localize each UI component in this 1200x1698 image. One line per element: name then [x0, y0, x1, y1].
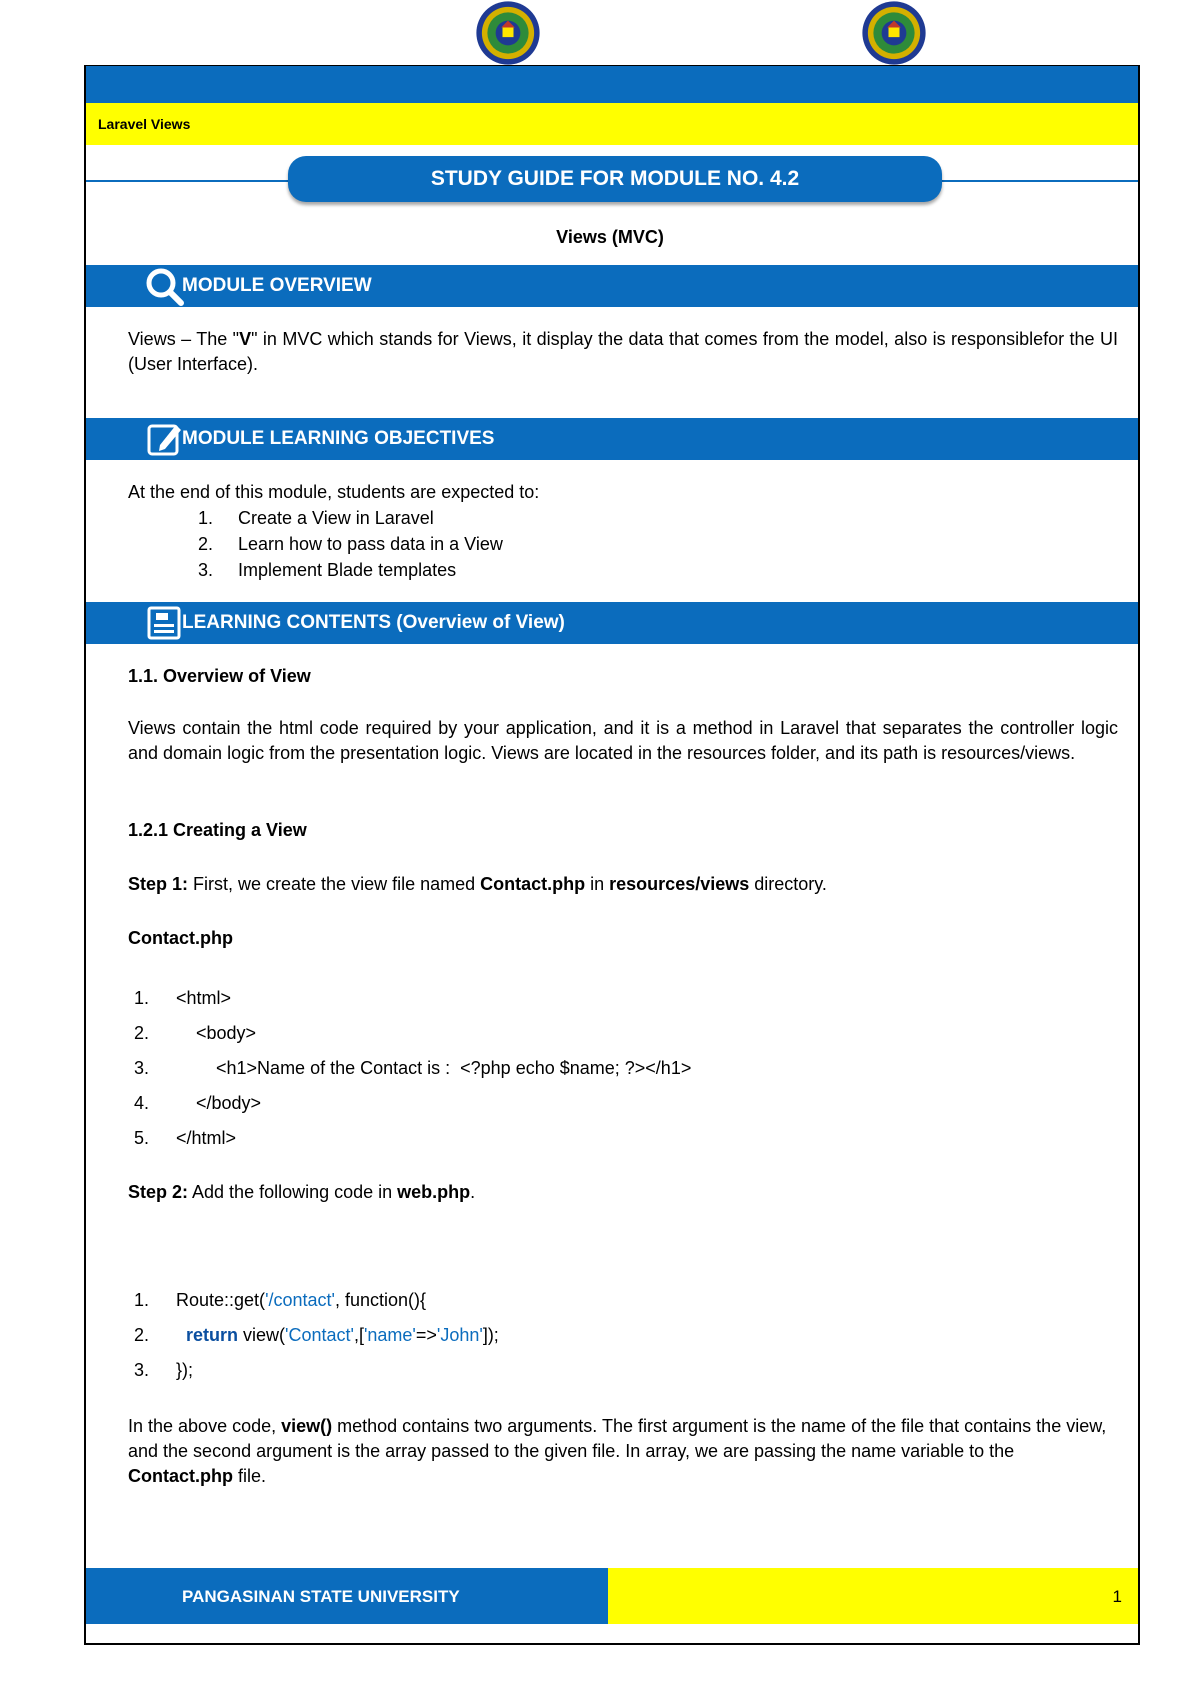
module-overview-header — [86, 265, 1138, 307]
code-line-number: 1. — [134, 1290, 150, 1310]
course-title: Laravel Views — [98, 116, 191, 132]
list-item-text: Learn how to pass data in a View — [238, 534, 503, 554]
overview-text-part: Views – The " — [128, 329, 240, 349]
paragraph-text-bold: Contact.php — [128, 1466, 233, 1486]
learning-objectives-header — [86, 418, 1138, 460]
step-2-text — [128, 1180, 1118, 1205]
code-keyword: return — [186, 1325, 239, 1345]
code-line-number: 2. — [134, 1325, 150, 1345]
objectives-list — [128, 505, 503, 583]
magnifier-icon — [146, 268, 182, 304]
step-text: in — [585, 874, 610, 894]
code-line — [128, 1055, 691, 1081]
list-item-number: 1. — [198, 508, 214, 528]
code-line-number: 3. — [134, 1360, 150, 1380]
overview-paragraph: Views contain the html code required by your application, and it is a method in Laravel that separates the controller logic and domain logic from the presentation logic. Views are located in the resources folder, and its path is resources/views. — [128, 718, 1118, 763]
list-item-number: 2. — [198, 534, 214, 554]
code-line-number: 3. — [134, 1058, 150, 1078]
explanation-paragraph — [128, 1414, 1118, 1489]
step-label: Step 2: — [128, 1182, 189, 1202]
code-line — [128, 1322, 499, 1348]
step-text: directory. — [749, 874, 827, 894]
title-rule-right — [940, 180, 1138, 182]
paragraph-text: file. — [233, 1466, 267, 1486]
section-heading-1-1: 1.1. Overview of View — [128, 666, 311, 686]
objectives-intro: At the end of this module, students are expected to: — [128, 482, 540, 502]
step-text: First, we create the view file named — [188, 874, 481, 894]
footer-university-bar — [86, 1568, 608, 1624]
step-text: . — [470, 1182, 476, 1202]
code-line-text: </html> — [176, 1128, 237, 1148]
university-seal-left — [460, 0, 556, 66]
code-line-text: <h1>Name of the Contact is : <?php echo $name; ?></h1> — [176, 1058, 692, 1078]
code-text: ]); — [482, 1325, 499, 1345]
code-text: , function(){ — [334, 1290, 427, 1310]
paragraph-text: method contains two arguments. The first argument is the name of the file that contains the view, and the second argument is the array passed to the given file. In array, we are passing the name variable to the — [128, 1416, 1107, 1461]
code-line-number: 1. — [134, 988, 150, 1008]
code-line — [128, 1125, 236, 1151]
step-text: Add the following code in — [188, 1182, 398, 1202]
code-line — [128, 985, 231, 1011]
code-line — [128, 1357, 193, 1383]
code-line — [128, 1287, 426, 1313]
study-guide-title: STUDY GUIDE FOR MODULE NO. 4.2 — [288, 156, 942, 202]
university-seal-right — [846, 0, 942, 66]
step-text-bold: web.php — [397, 1182, 471, 1202]
learning-objectives-heading: MODULE LEARNING OBJECTIVES — [182, 428, 495, 449]
paragraph-text-bold: view() — [281, 1416, 333, 1436]
code-line — [128, 1090, 261, 1116]
pencil-icon — [146, 421, 182, 457]
code-line-text: <body> — [176, 1023, 257, 1043]
page-number: 1 — [1112, 1587, 1122, 1606]
list-item-number: 3. — [198, 560, 214, 580]
header-bar — [86, 66, 1138, 103]
step-1-text — [128, 872, 1118, 897]
code-line-text: <html> — [176, 988, 232, 1008]
list-item-text: Implement Blade templates — [238, 560, 457, 580]
code-line-number: 5. — [134, 1128, 150, 1148]
module-overview-heading: MODULE OVERVIEW — [182, 275, 372, 296]
paragraph-text: In the above code, — [128, 1416, 282, 1436]
module-subtitle: Views (MVC) — [556, 227, 664, 247]
step-text-bold: Contact.php — [480, 874, 586, 894]
footer-university: PANGASINAN STATE UNIVERSITY — [182, 1587, 460, 1606]
code-line-number: 4. — [134, 1093, 150, 1113]
list-item — [128, 531, 503, 557]
title-rule-left — [86, 180, 290, 182]
code-text: Route::get( — [176, 1290, 266, 1310]
code-line — [128, 1020, 256, 1046]
footer-page-bar — [608, 1568, 1138, 1624]
learning-contents-heading: LEARNING CONTENTS (Overview of View) — [182, 612, 565, 633]
code-text: view( — [238, 1325, 286, 1345]
overview-text-part: " in MVC which stands for Views, it display the data that comes from the model, also is responsiblefor the UI (User Interface). — [128, 329, 1118, 374]
overview-text-bold: V — [239, 329, 252, 349]
step-text-bold: resources/views — [609, 874, 750, 894]
learning-contents-header — [86, 602, 1138, 644]
step-label: Step 1: — [128, 874, 189, 894]
document-icon — [146, 605, 182, 641]
course-title-bar — [86, 103, 1138, 145]
section-heading-1-2-1: 1.2.1 Creating a View — [128, 820, 307, 840]
contact-filename: Contact.php — [128, 928, 233, 948]
list-item-text: Create a View in Laravel — [238, 508, 434, 528]
overview-text — [128, 327, 1118, 377]
code-text: => — [415, 1325, 437, 1345]
code-line-number: 2. — [134, 1023, 150, 1043]
code-string: 'John' — [436, 1325, 483, 1345]
code-string: 'name' — [363, 1325, 416, 1345]
list-item — [128, 557, 503, 583]
list-item — [128, 505, 503, 531]
code-string: 'Contact' — [285, 1325, 354, 1345]
code-string: '/contact' — [265, 1290, 335, 1310]
code-text: ,[ — [353, 1325, 364, 1345]
code-line-text: </body> — [176, 1093, 262, 1113]
code-text: }); — [176, 1360, 194, 1380]
